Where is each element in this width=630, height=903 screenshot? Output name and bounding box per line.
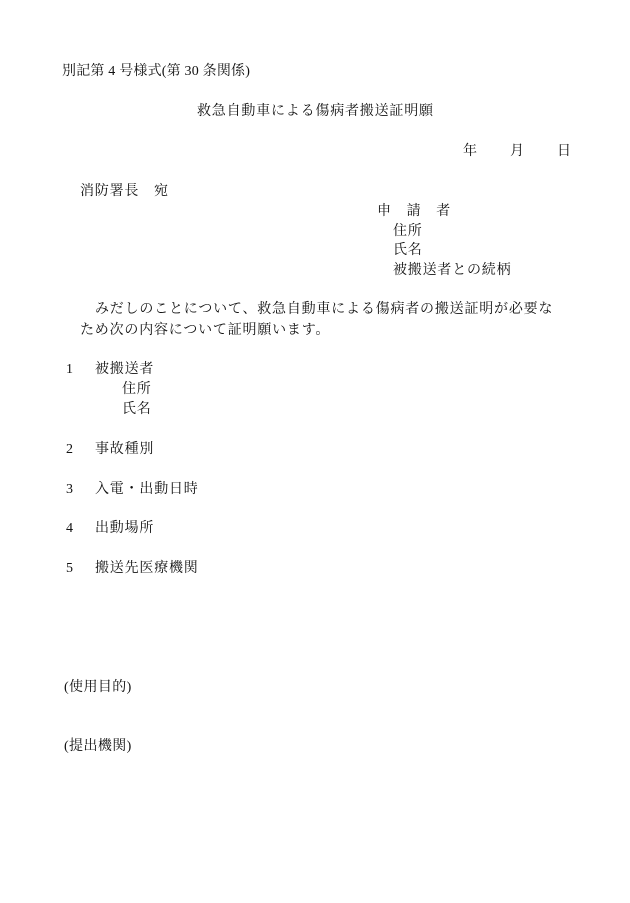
item-sub-label-name: 氏名 (122, 402, 152, 417)
request-paragraph-line: ため次の内容について証明願います。 (80, 323, 331, 338)
purpose-label: (使用目的) (64, 680, 132, 695)
applicant-name-label: 氏名 (393, 243, 423, 258)
date-day-label: 日 (557, 144, 572, 159)
date-year-label: 年 (463, 144, 478, 159)
document-title: 救急自動車による傷病者搬送証明願 (197, 104, 434, 119)
item-number: 4 (66, 521, 74, 536)
item-label: 出動場所 (95, 521, 155, 536)
date-month-label: 月 (510, 144, 525, 159)
item-number: 1 (66, 362, 74, 377)
form-number-label: 別記第 4 号様式(第 30 条関係) (62, 64, 251, 79)
item-label: 被搬送者 (95, 362, 155, 377)
item-sub-label-address: 住所 (122, 382, 152, 397)
applicant-address-label: 住所 (393, 224, 423, 239)
addressee: 消防署長 宛 (80, 184, 169, 199)
item-number: 2 (66, 442, 74, 457)
submission-agency-label: (提出機関) (64, 739, 132, 754)
request-paragraph-line: みだしのことについて、救急自動車による傷病者の搬送証明が必要な (95, 302, 554, 317)
item-label: 事故種別 (95, 442, 155, 457)
applicant-heading: 申 請 者 (377, 204, 451, 219)
applicant-relationship-label: 被搬送者との続柄 (393, 263, 512, 278)
item-label: 搬送先医療機関 (95, 561, 199, 576)
item-label: 入電・出動日時 (95, 482, 199, 497)
item-number: 5 (66, 561, 74, 576)
item-number: 3 (66, 482, 74, 497)
